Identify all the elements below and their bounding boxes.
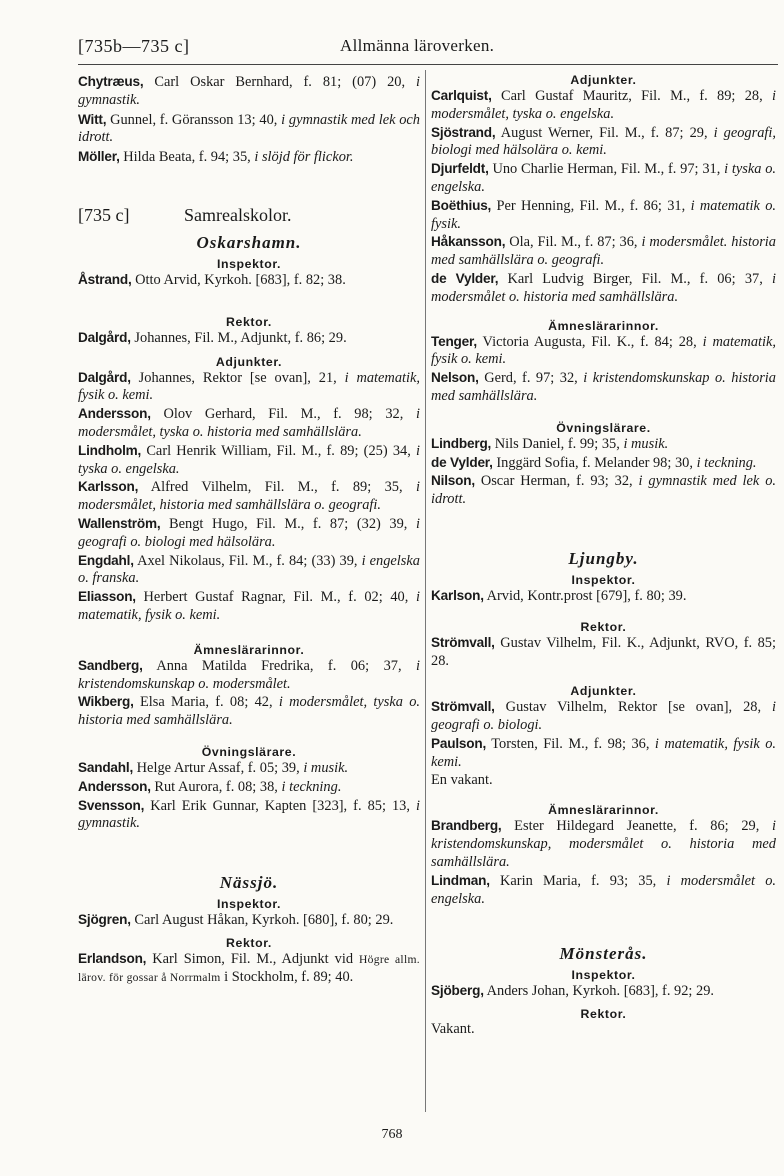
entry-details: Alfred Vilhelm, Fil. M., f. 89; 35, [138,479,416,496]
person-surname: Håkansson, [431,234,506,250]
staff-entry [78,442,420,479]
vacancy-line: En vakant. [431,771,493,788]
entry-details: Karl Ludvig Birger, Fil. M., f. 06; 37, [498,270,772,287]
person-surname: de Vylder, [431,270,499,286]
person-surname: de Vylder, [431,454,493,470]
role-heading: Rektor. [580,1007,627,1022]
role-heading: Adjunkter. [570,684,637,699]
staff-entry [431,270,776,307]
person-surname: Lindberg, [431,435,492,451]
teaching-subjects: i tyska o. engelska. [431,161,776,195]
staff-entry [431,454,776,473]
entry-details: Carl Gustaf Mauritz, Fil. M., f. 89; 28, [491,88,772,104]
entry-details: Carl Henrik William, Fil. M., f. 89; (25) 34, [141,442,416,459]
town-heading: Ljungby. [568,548,639,568]
staff-entry [78,797,420,834]
role-heading: Ämneslärarinnor. [548,803,659,818]
staff-entry [78,911,420,930]
staff-entry [78,369,420,406]
staff-entry [78,552,420,589]
teaching-subjects: i geografi o. biologi. [431,699,776,734]
entry-details: Uno Charlie Herman, Fil. M., f. 97; 31, [488,161,725,178]
teaching-subjects: i engelska o. franska. [78,552,420,587]
person-surname: Karlsson, [78,479,139,495]
entry-details: Rut Aurora, f. 08; 38, [150,778,282,795]
entry-details: Olov Gerhard, Fil. M., f. 98; 32, [150,406,416,423]
entry-group [78,73,420,167]
staff-entry [78,759,420,778]
person-surname: Boëthius, [431,197,492,213]
entry-details: Johannes, Rektor [se ovan], 21, [130,369,345,386]
section-title: Samrealskolor. [184,204,292,225]
column-divider [425,70,426,1112]
teaching-subjects: i matematik, fysik o. kemi. [78,589,420,623]
person-surname: Dalgård, [78,329,131,345]
teaching-subjects: i matematik o. fysik. [431,197,776,232]
teaching-subjects: i gymnastik med lek och idrott. [78,111,421,146]
entry-details: Gerd, f. 97; 32, [478,370,584,387]
teaching-subjects: i slöjd för flickor. [254,149,354,166]
entry-details: Victoria Augusta, Fil. K., f. 84; 28, [476,333,703,350]
entry-details: Torsten, Fil. M., f. 98; 36, [486,735,655,752]
role-heading: Ämneslärarinnor. [548,318,659,333]
teaching-subjects: i gymnastik. [78,74,420,108]
entry-details: Oscar Herman, f. 93; 32, [474,473,639,490]
entry-details: Per Henning, Fil. M., f. 86; 31, [491,197,691,214]
running-header [78,36,778,65]
teaching-subjects: i kristendomskunskap, modersmålet o. historia med samhällslära. [431,818,776,870]
person-surname: Sandberg, [78,657,143,673]
entry-details: Carl Oskar Bernhard, f. 81; (07) 20, [143,74,416,90]
entry-details: Karin Maria, f. 93; 35, [489,872,667,889]
person-surname: Sjöberg, [431,983,484,999]
person-surname: Brandberg, [431,818,502,834]
section-heading [78,205,420,231]
entry-details: Arvid, Kontr.prost [679], f. 80; 39. [483,587,687,604]
staff-entry [431,124,776,161]
person-surname: Dalgård, [78,369,131,385]
staff-entry [78,950,420,987]
staff-entry [78,588,420,625]
staff-entry [78,515,420,552]
person-surname: Chytræus, [78,74,144,89]
teaching-subjects: i gymnastik med lek o. idrott. [431,473,777,508]
entry-details: Axel Nikolaus, Fil. M., f. 84; (33) 39, [133,552,362,569]
header-page-range: [735b—735 c] [78,36,190,56]
role-heading: Inspektor. [216,897,282,912]
staff-entry [78,111,420,148]
person-surname: Andersson, [78,406,151,422]
teaching-subjects: i kristendomskunskap o. modersmålet. [78,657,420,692]
teaching-subjects: i tyska o. engelska. [78,442,420,477]
teaching-subjects: i gymnastik. [78,797,420,832]
staff-entry [431,872,776,909]
role-heading: Inspektor. [571,968,636,983]
staff-entry [78,329,420,348]
role-heading: Rektor. [226,935,272,950]
teaching-subjects: i kristendomskunskap o. historia med samhällslära. [431,370,776,404]
person-surname: Djurfeldt, [431,161,489,177]
teaching-subjects: i musik. [303,759,349,776]
teaching-subjects: i teckning. [696,454,757,471]
person-surname: Sandahl, [78,759,134,775]
person-surname: Åstrand, [78,271,132,287]
entry-details: Karl Simon, Fil. M., Adjunkt vid [146,950,359,967]
teaching-subjects: i modersmålet o. historia med samhällslära. [431,270,776,305]
entry-details: Elsa Maria, f. 08; 42, [133,694,279,711]
entry-details: Carl August Håkan, Kyrkoh. [680], f. 80; 29. [130,912,394,929]
staff-entry [431,160,776,197]
entry-details: Anders Johan, Kyrkoh. [683], f. 92; 29. [483,983,715,1000]
role-heading: Adjunkter. [570,73,637,87]
teaching-subjects: i modersmålet, tyska o. engelska. [431,88,776,122]
person-surname: Nelson, [431,370,479,386]
person-surname: Strömvall, [431,634,495,650]
person-surname: Svensson, [78,797,145,813]
teaching-subjects: i modersmålet, historia med samhällslära o. geografi. [78,479,420,514]
page-number: 768 [381,1127,403,1142]
person-surname: Wallenström, [78,515,161,531]
school-note: Högre allm. lärov. för gossar å Norrmalm [78,952,420,984]
entry-details: Inggärd Sofia, f. Melander 98; 30, [492,454,697,471]
staff-entry [431,333,776,370]
staff-entry [431,233,776,270]
role-heading: Adjunkter. [215,354,283,369]
person-surname: Eliasson, [78,589,136,605]
staff-entry [431,634,776,671]
staff-entry [78,778,420,797]
person-surname: Witt, [78,111,107,127]
person-surname: Sjögren, [78,912,131,928]
teaching-subjects: i matematik, fysik o. kemi. [431,735,776,770]
staff-entry [78,657,420,694]
entry-details: Helge Artur Assaf, f. 05; 39, [133,759,304,776]
staff-entry [78,405,420,442]
staff-entry [431,369,776,406]
entry-details: Otto Arvid, Kyrkoh. [683], f. 82; 38. [131,271,346,288]
staff-entry [431,982,776,1001]
entry-details: Gustav Vilhelm, Fil. K., Adjunkt, RVO, f. 85; 28. [431,634,776,669]
teaching-subjects: i teckning. [281,778,342,795]
entry-details: Ester Hildegard Jeanette, f. 86; 29, [501,818,772,835]
staff-entry [78,271,420,290]
teaching-subjects: i matematik, fysik o. kemi. [78,369,420,404]
staff-entry [431,735,776,772]
staff-entry [431,197,776,234]
staff-entry [431,472,776,509]
teaching-subjects: i musik. [623,435,669,452]
entry-details: Gunnel, f. Göransson 13; 40, [106,111,282,128]
town-heading: Nässjö. [219,873,279,893]
staff-entry [431,87,776,124]
staff-entry [78,478,420,515]
staff-entry [431,435,776,454]
role-heading: Inspektor. [571,572,636,587]
entry-details: i Stockholm, f. 89; 40. [220,968,354,985]
person-surname: Lindman, [431,872,490,888]
entry-details: Anna Matilda Fredrika, f. 06; 37, [142,657,416,674]
staff-entry [431,698,776,735]
person-surname: Andersson, [78,778,151,794]
teaching-subjects: i matematik, fysik o. kemi. [431,333,776,368]
left-column [78,73,420,987]
entry-details: Bengt Hugo, Fil. M., f. 87; (32) 39, [160,515,416,532]
person-surname: Sjöstrand, [431,124,496,140]
person-surname: Strömvall, [431,699,495,715]
role-heading: Ämneslärarinnor. [193,642,305,657]
person-surname: Paulson, [431,735,487,751]
role-heading: Rektor. [580,619,627,634]
person-surname: Nilson, [431,473,475,489]
entry-details: Ola, Fil. M., f. 87; 36, [505,234,642,251]
staff-entry [78,73,420,110]
role-heading: Övningslärare. [201,744,297,759]
entry-details: Karl Erik Gunnar, Kapten [323], f. 85; 13, [144,797,416,814]
teaching-subjects: i geografi, biologi med hälsolära o. kemi. [431,124,776,159]
header-title: Allmänna läroverken. [340,36,495,55]
person-surname: Möller, [78,149,120,165]
teaching-subjects: i modersmålet, tyska o. historia med samhällslära. [78,694,420,729]
staff-entry [78,693,420,730]
entry-details: Herbert Gustaf Ragnar, Fil. M., f. 02; 40, [135,589,416,606]
staff-entry [431,817,776,871]
right-column [431,73,776,1039]
person-surname: Engdahl, [78,552,134,568]
entry-details: Nils Daniel, f. 99; 35, [491,435,624,452]
person-surname: Erlandson, [78,950,147,966]
teaching-subjects: i geografi o. biologi med hälsolära. [78,515,420,550]
entry-details: Johannes, Fil. M., Adjunkt, f. 86; 29. [130,329,347,346]
role-heading: Övningslärare. [556,420,651,435]
staff-entry [431,587,776,606]
vacancy-line: Vakant. [431,1021,475,1038]
role-heading: Inspektor. [216,256,282,271]
person-surname: Tenger, [431,333,477,349]
town-heading: Mönsterås. [559,944,648,964]
role-heading: Rektor. [226,314,272,329]
teaching-subjects: i modersmålet. historia med samhällslära o. geografi. [431,234,776,269]
person-surname: Carlquist, [431,88,492,103]
teaching-subjects: i modersmålet o. engelska. [431,872,776,907]
section-code: [735 c] [78,204,130,225]
person-surname: Lindholm, [78,442,142,458]
town-heading: Oskarshamn. [196,232,302,252]
teaching-subjects: i modersmålet, tyska o. historia med samhällslära. [78,406,420,440]
staff-entry [78,148,420,167]
entry-details: Hilda Beata, f. 94; 35, [119,149,255,166]
entry-details: August Werner, Fil. M., f. 87; 29, [495,124,714,141]
entry-details: Gustav Vilhelm, Rektor [se ovan], 28, [494,699,772,716]
person-surname: Wikberg, [78,694,134,710]
person-surname: Karlson, [431,587,484,603]
